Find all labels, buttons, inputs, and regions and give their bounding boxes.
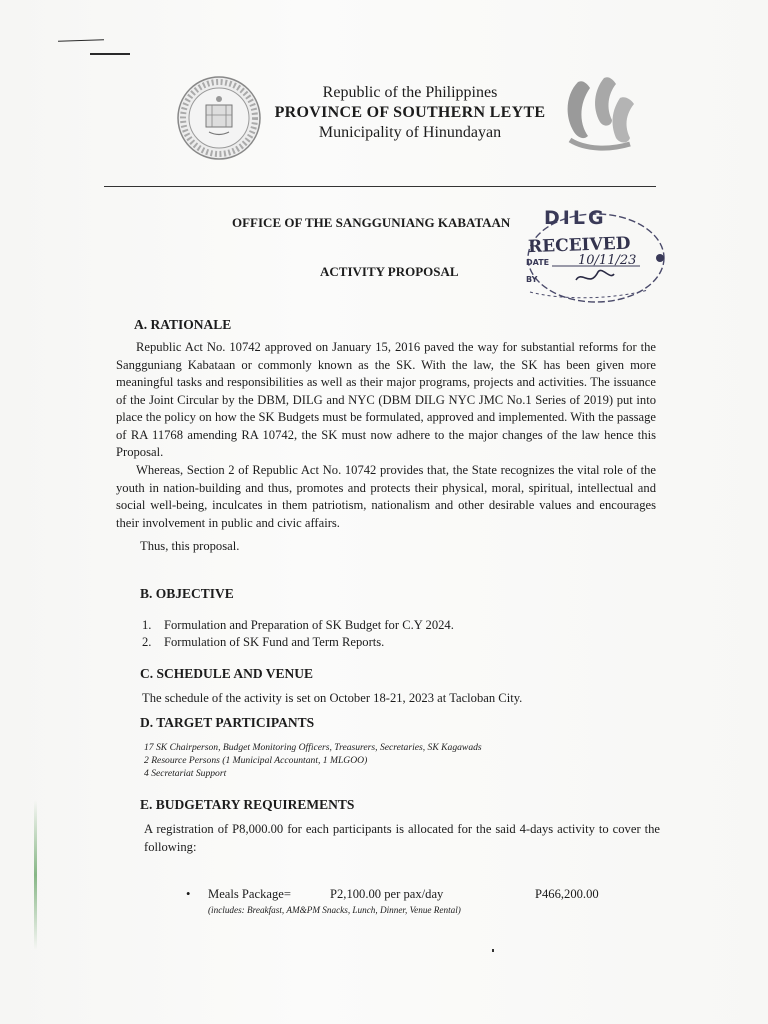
participant-line-1: 17 SK Chairperson, Budget Monitoring Officers, Treasurers, Secretaries, SK Kagawads (144, 742, 482, 753)
ink-speck (492, 949, 494, 952)
meals-package-label: Meals Package= (208, 887, 291, 901)
schedule-text: The schedule of the activity is set on October 18-21, 2023 at Tacloban City. (142, 691, 523, 705)
stamp-received: RECEIVED (527, 233, 631, 258)
meals-package-amount: P466,200.00 (535, 887, 599, 901)
budget-text: A registration of P8,000.00 for each participants is allocated for the said 4-days activity to cover the following: (144, 822, 660, 854)
meals-package-note: (includes: Breakfast, AM&PM Snacks, Lunch, Dinner, Venue Rental) (208, 905, 461, 915)
received-stamp (510, 200, 670, 306)
document-title: ACTIVITY PROPOSAL (320, 264, 459, 279)
participants-list (144, 741, 482, 780)
office-title: OFFICE OF THE SANGGUNIANG KABATAAN (232, 215, 511, 230)
section-d-heading: D. TARGET PARTICIPANTS (140, 715, 315, 730)
pen-mark (58, 39, 104, 42)
budget-item-row (186, 887, 626, 905)
stamp-by-label: BY (526, 275, 538, 284)
section-c-heading: C. SCHEDULE AND VENUE (140, 666, 314, 681)
province-line: PROVINCE OF SOUTHERN LEYTE (274, 104, 546, 121)
participant-line-2: 2 Resource Persons (1 Municipal Accountant, 1 MLGOO) (144, 755, 368, 766)
objective-list (142, 617, 454, 651)
objective-item-2: Formulation of SK Fund and Term Reports. (164, 635, 385, 649)
rationale-paragraph-3: Thus, this proposal. (140, 539, 240, 553)
sk-logo-icon (560, 72, 642, 152)
rationale-paragraph-1: Republic Act No. 10742 approved on January 15, 2016 paved the way for substantial reforms for the Sangguniang Kabataan or commonly known as the SK. With the law, the SK has been given more meaningful tasks and responsibilities as well as their major programs, projects and activities. The issuance of the Joint Circular by the DBM, DILG and NYC (DBM DILG NYC JMC No.1 Series of 2019) put into place the policy on how the SK Budgets must be formulated, approved and implemented. With the passage of RA 11768 amending RA 10742, the SK must now adhere to the major changes of the law hence this Proposal. (116, 340, 656, 459)
page-edge-tint (34, 800, 37, 950)
objective-item-1: Formulation and Preparation of SK Budget for C.Y 2024. (164, 618, 454, 632)
header-divider (104, 186, 656, 187)
meals-package-rate: P2,100.00 per pax/day (330, 887, 444, 901)
section-b-heading: B. OBJECTIVE (140, 586, 234, 601)
stamp-agency: DILG (544, 207, 607, 229)
stamp-date-label: DATE (526, 258, 550, 267)
republic-line: Republic of the Philippines (322, 84, 498, 101)
stamp-date: 10/11/23 (578, 253, 637, 268)
pen-mark (90, 53, 130, 55)
stamp-signature (576, 270, 614, 280)
municipality-line: Municipality of Hinundayan (318, 124, 502, 141)
section-a-heading: A. RATIONALE (134, 317, 232, 332)
list-item: 1. Formulation and Preparation of SK Budget for C.Y 2024. (142, 618, 454, 632)
letterhead (270, 83, 550, 143)
rationale-paragraph-2: Whereas, Section 2 of Republic Act No. 10742 provides that, the State recognizes the vital role of the youth in nation-building and thus, promotes and protects their physical, moral, spiritual, intellectual and social well-being, inculcates in them patriotism, nationalism and other desirable values and encourages their involvement in public and civic affairs. (116, 463, 656, 530)
municipal-seal-icon (176, 75, 262, 161)
participant-line-3: 4 Secretariat Support (144, 768, 227, 779)
list-item: 2. Formulation of SK Fund and Term Reports. (142, 635, 385, 649)
section-e-heading: E. BUDGETARY REQUIREMENTS (140, 797, 355, 812)
bullet-icon: • (186, 887, 191, 901)
